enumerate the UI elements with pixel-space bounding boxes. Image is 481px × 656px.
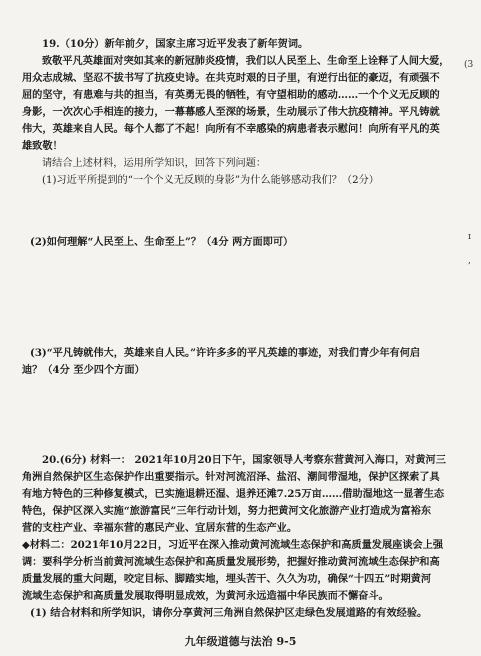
q19-sub3-line: (3)“平凡铸就伟大，英雄来自人民。”许许多多的平凡英雄的事迹，对我们青少年有何启 — [30, 347, 421, 359]
q19-passage-line: 雄致敬！ — [22, 140, 63, 152]
q19-sub2: (2)如何理解“人民至上、生命至上”？（4分 两方面即可） — [30, 236, 294, 248]
q20-sub1: (1) 结合材料和所学知识，请你分享黄河三角洲自然保护区走绿色发展道路的有效经验。 — [30, 607, 428, 619]
q19-passage-line: 屈的坚守，有患难与共的担当，有英勇无畏的牺牲，有守望相助的感动……一个个义无反顾的 — [22, 89, 440, 101]
q19-passage-line: 用众志成城、坚忍不拔书写了抗疫史诗。在共克时艰的日子里，有逆行出征的豪迈，有顽强不 — [22, 72, 440, 84]
q20-line: 质量发展的重大问题，咬定目标、脚踏实地，埋头苦干、久久为功，确保“十四五”时期黄河 — [22, 573, 432, 585]
q20-line: 调：要科学分析当前黄河流域生态保护和高质量发展形势，把握好推动黄河流域生态保护和高 — [22, 556, 440, 568]
q20-line: 20.(6分) 材料一： 2021年10月20日下午，国家领导人考察东营黄河入海口，对黄河三 — [42, 454, 446, 466]
question-19 — [22, 36, 454, 189]
margin-mark-mid: ɪ — [468, 232, 471, 242]
margin-mark-low: , — [468, 256, 471, 266]
q19-sub3-line: 迪？（4分 至少四个方面） — [22, 364, 145, 376]
q19-passage-line: 致敬平凡英雄面对突如其来的新冠肺炎疫情，我们以人民至上、生命至上诠释了人间大爱， — [42, 55, 450, 67]
margin-mark-top: (3 — [464, 60, 474, 70]
page-footer: 九年级道德与法治 9-5 — [184, 635, 297, 648]
q20-line: 流域生态保护和高质量发展取得明显成效，为黄河永远造福中华民族而不懈奋斗。 — [22, 590, 389, 602]
question-20 — [22, 452, 454, 622]
q20-line: 有地方特色的三种修复模式，已实施退耕还湿、退养还滩7.25万亩……借助湿地这一显著生态 — [22, 488, 445, 500]
q20-line: ◆材料二：2021年10月22日，习近平在深入推动黄河流域生态保护和高质量发展座谈会上强 — [22, 539, 444, 551]
q20-line: 角洲自然保护区生态保护作出重要指示。针对河流沼泽、盐沼、潮间带湿地，保护区探索了具 — [22, 471, 440, 483]
q19-passage-line: 伟大，英雄来自人民。每个人都了不起！向所有不幸感染的病患者表示慰问！向所有平凡的英 — [22, 123, 440, 135]
q19-heading: 19.（10分）新年前夕，国家主席习近平发表了新年贺词。 — [42, 38, 309, 50]
q19-passage-line: 身影，一次次心手相连的接力，一幕幕感人至深的场景，生动展示了伟大抗疫精神。平凡铸就 — [22, 106, 440, 118]
q19-prompt: 请结合上述材料，运用所学知识，回答下列问题： — [42, 158, 267, 169]
q20-line: 营的支柱产业、幸福东营的惠民产业、宜居东营的生态产业。 — [22, 522, 298, 534]
q19-sub1: (1)习近平所提到的“一个个义无反顾的身影”为什么能够感动我们？（2分） — [42, 175, 379, 186]
q20-line: 特色，保护区深入实施“旅游富民”三年行动计划，努力把黄河文化旅游产业打造成为富裕东 — [22, 505, 432, 517]
